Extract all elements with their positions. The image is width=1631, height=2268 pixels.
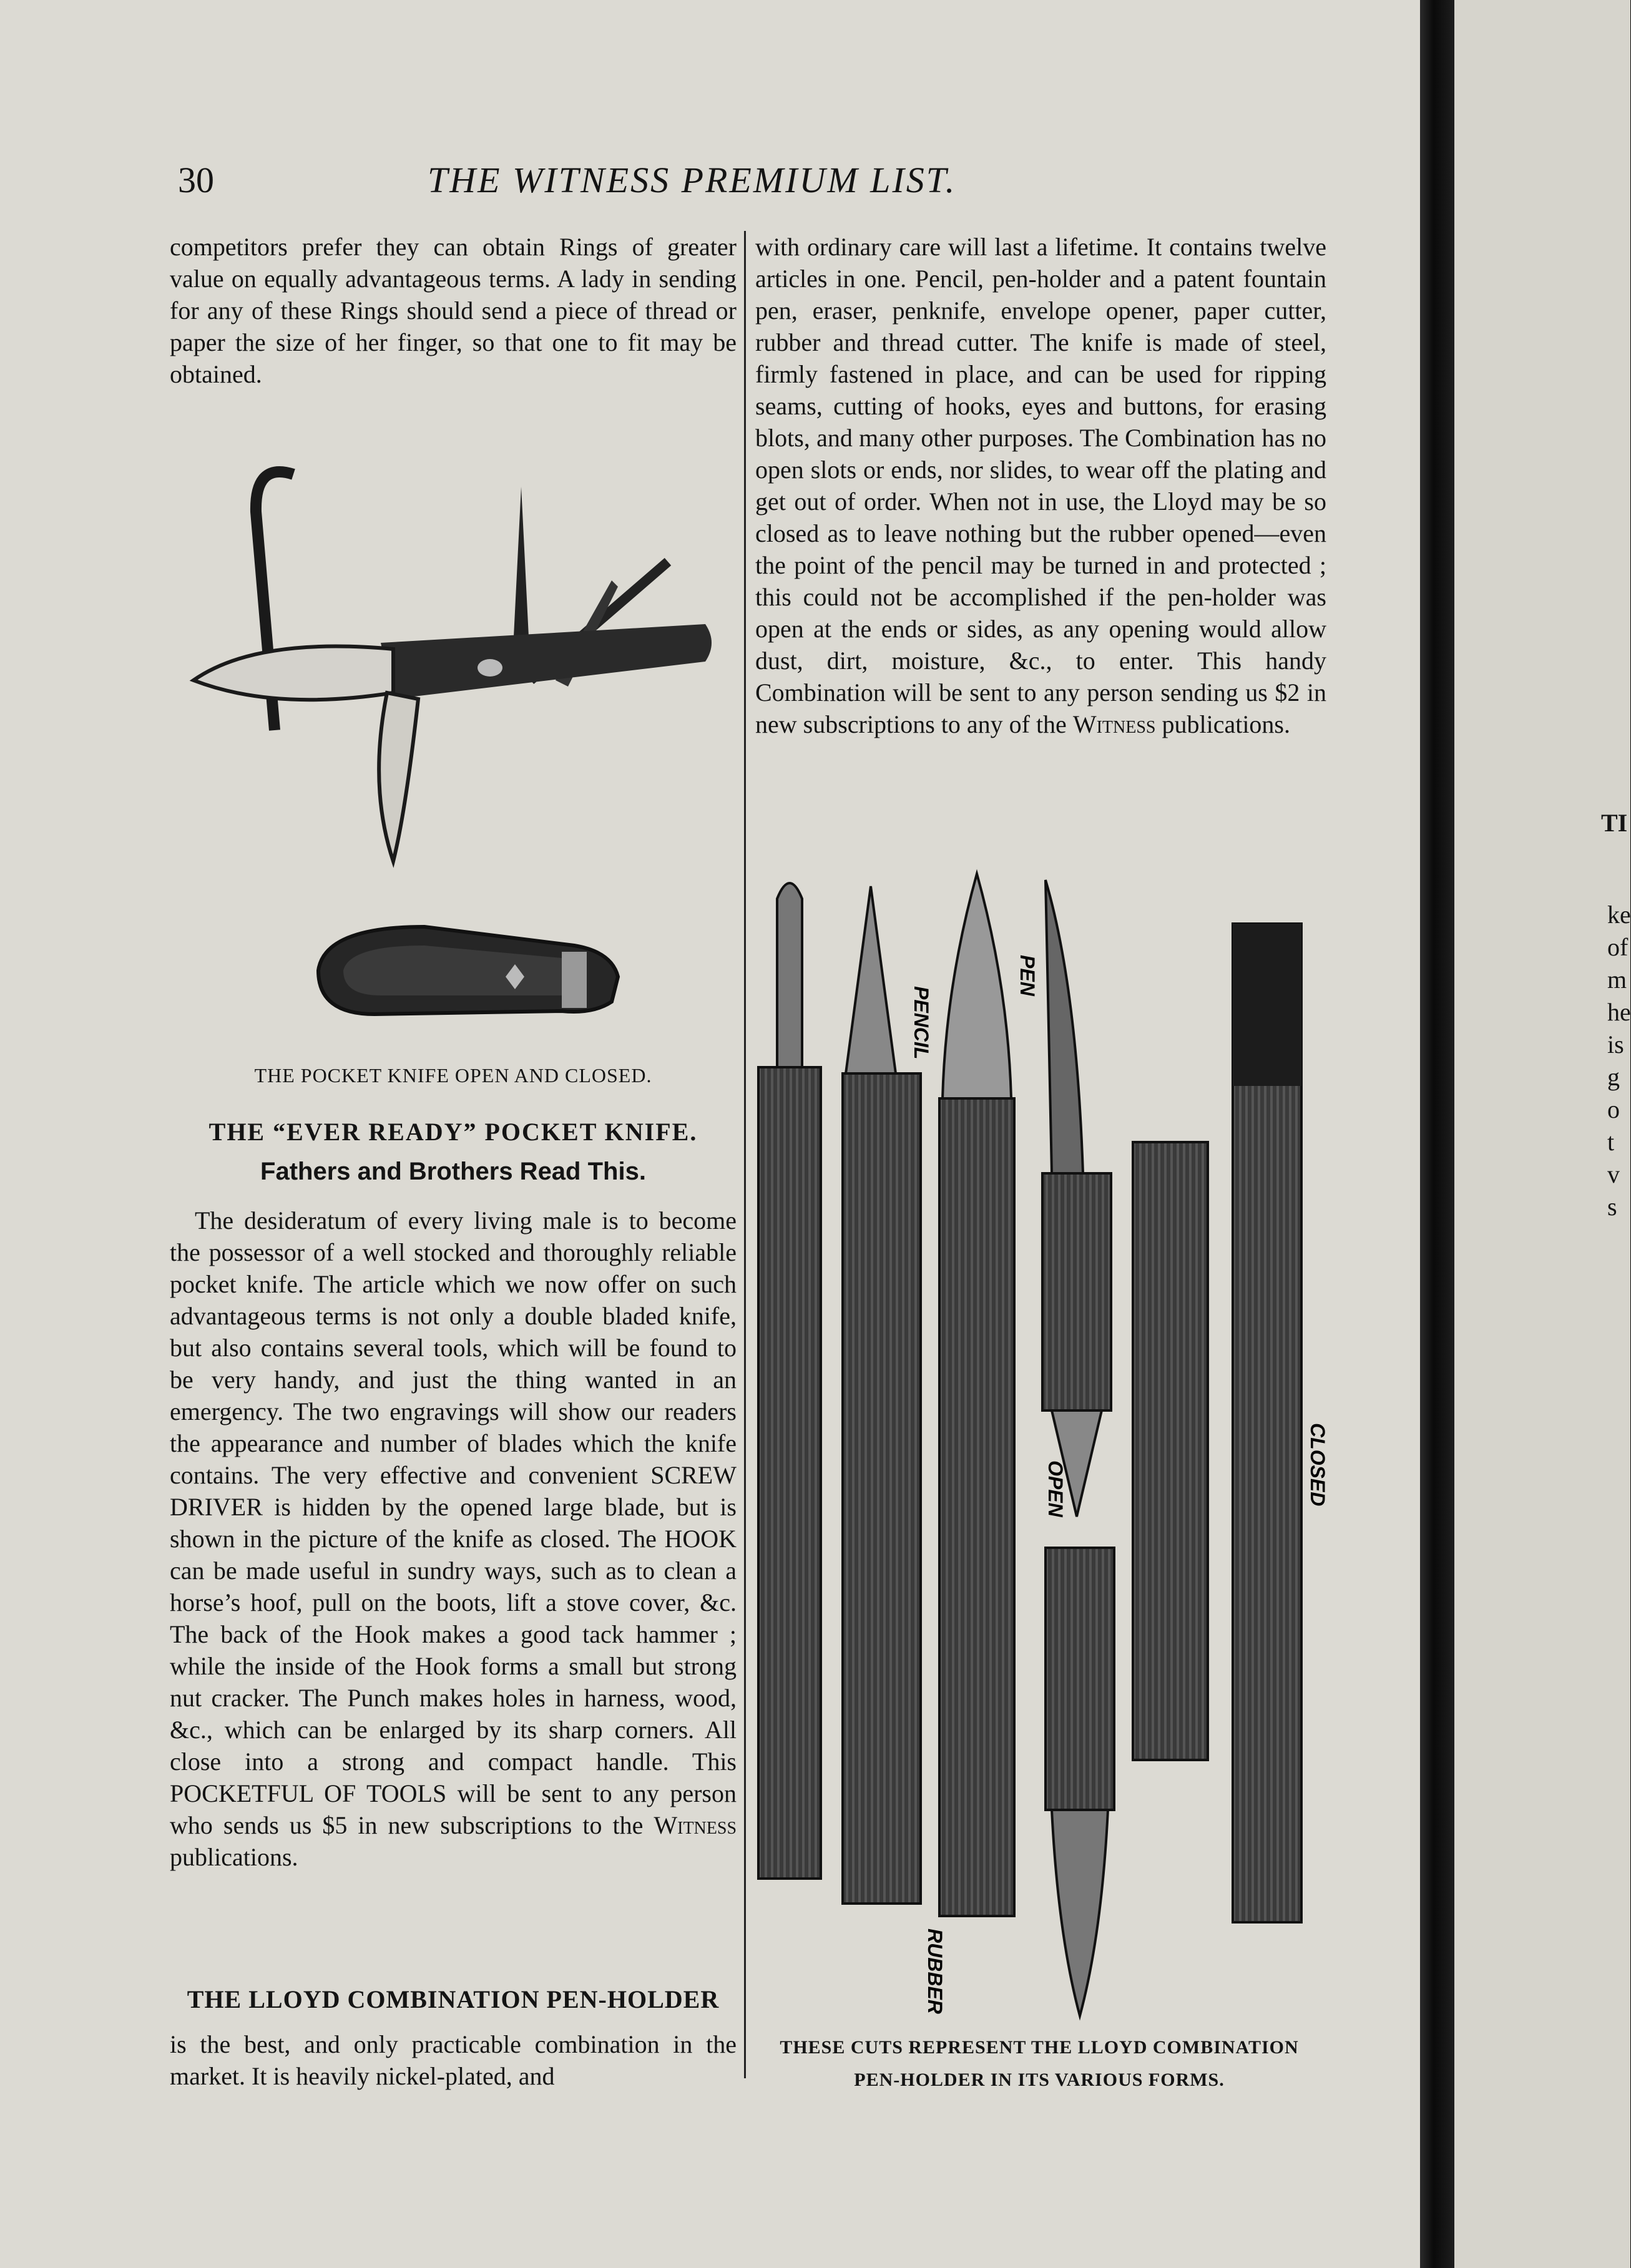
adjacent-page-line-fragments (1607, 899, 1631, 1223)
lloyd-continuation-paragraph (755, 231, 1326, 740)
pens-caption-line-1: THESE CUTS REPRESENT THE LLOYD COMBINATION (780, 2037, 1299, 2058)
line-fragment: g (1607, 1063, 1620, 1091)
pocket-knife-open-illustration (181, 437, 730, 874)
line-fragment: is (1607, 1030, 1624, 1058)
pencil-label: PENCIL (910, 986, 933, 1060)
knife-paragraph-end: publications. (170, 1843, 298, 1871)
line-fragment: s (1607, 1193, 1617, 1221)
rubber-label: RUBBER (924, 1928, 946, 2014)
line-fragment: t (1607, 1128, 1615, 1156)
pen-holder-illustration (752, 861, 1329, 2028)
page-header (178, 159, 1102, 215)
lloyd-paragraph-block (170, 2028, 737, 2092)
knife-paragraph (170, 1205, 737, 1873)
ever-ready-heading: THE “EVER READY” POCKET KNIFE. (208, 1118, 698, 1146)
pen-form-knife (758, 883, 821, 1879)
running-title: THE WITNESS PREMIUM LIST. (428, 160, 957, 200)
line-fragment: o (1607, 1095, 1620, 1123)
binding-gutter (1420, 0, 1454, 2268)
adjacent-page-title-fragment: TI (1601, 809, 1628, 837)
witness-word: Witness (654, 1811, 737, 1839)
column-rule (744, 231, 746, 2078)
line-fragment: he (1607, 998, 1631, 1026)
lloyd-continuation-end: publications. (1155, 710, 1290, 738)
line-fragment: ke (1607, 901, 1631, 929)
knife-caption: THE POCKET KNIFE OPEN AND CLOSED. (254, 1064, 652, 1087)
adjacent-page (1454, 0, 1630, 2268)
pen-form-nib (939, 874, 1014, 1916)
rings-paragraph-block (170, 231, 737, 390)
witness-word-right: Witness (1072, 710, 1156, 738)
knife-paragraph-text: The desideratum of every living male is to become the possessor of a well stocked and thoroughly reliable pocket knife. The article which we now offer on such advantageous terms is not only a double bladed knife, but also contains several tools, which will be found to be very handy, and just the thing wanted in an emergency. The two engravings will show our readers the appearance and number of blades which the knife contains. The very effective and convenient SCREW DRIVER is hidden by the opened large blade, but is shown in the picture of the knife as closed. The HOOK can be made useful in sundry ways, such as to clean a horse’s hoof, pull on the boots, lift a stove cover, &c. The back of the Hook makes a good tack hammer ; while the inside of the Hook forms a small but strong nut cracker. The Punch makes holes in harness, wood, &c., which can be enlarged by its sharp corners. All close into a strong and compact handle. This POCKETFUL OF TOOLS will be sent to any person who sends us $5 in new subscriptions to the (170, 1206, 737, 1839)
pen-form-cap (1133, 1142, 1208, 1760)
knife-paragraph-block (170, 1205, 737, 1873)
closed-label: CLOSED (1306, 1423, 1329, 1507)
lloyd-paragraph: is the best, and only practicable combination in the market. It is heavily nickel-plated, and (170, 2030, 737, 2090)
pen-form-pencil (843, 886, 921, 1904)
pens-caption (752, 2031, 1326, 2096)
lloyd-continuation-block (755, 231, 1326, 740)
pen-form-closed (1233, 924, 1301, 1922)
rings-paragraph: competitors prefer they can obtain Rings of greater value on equally advantageous terms. A lady in sending for any of these Rings should send a piece of thread or paper the size of her finger, so that one to fit may be obtained. (170, 233, 737, 388)
fathers-brothers-subheading: Fathers and Brothers Read This. (260, 1158, 646, 1185)
line-fragment: m (1607, 965, 1627, 994)
pens-caption-line-2: PEN-HOLDER IN ITS VARIOUS FORMS. (854, 2070, 1225, 2090)
lloyd-heading: THE LLOYD COMBINATION PEN-HOLDER (187, 1985, 720, 2013)
page-number: 30 (178, 160, 214, 200)
pocket-knife-closed-illustration (300, 902, 637, 1039)
line-fragment: v (1607, 1160, 1620, 1188)
line-fragment: of (1607, 933, 1629, 961)
pen-form-open (1042, 880, 1114, 2016)
open-label: OPEN (1044, 1460, 1067, 1517)
pen-label: PEN (1016, 955, 1039, 996)
lloyd-continuation-text: with ordinary care will last a lifetime. It contains twelve articles in one. Pencil, pen-holder and a patent fountain pen, eraser, penknife, envelope opener, paper cutter, rubber and thread cutter. The knife is made of steel, firmly fastened in place, and can be used for ripping seams, cutting of hooks, eyes and buttons, for erasing blots, and many other purposes. The Combination has no open slots or ends, nor slides, to wear off the plating and get out of order. When not in use, the Lloyd may be so closed as to leave nothing but the rubber opened—even the point of the pencil may be turned in and protected ; this could not be accomplished if the pen-holder was open at the ends or sides, as any opening would allow dust, dirt, moisture, &c., to enter. This handy Combination will be sent to any person sending us $2 in new subscriptions to any of the (755, 233, 1326, 738)
